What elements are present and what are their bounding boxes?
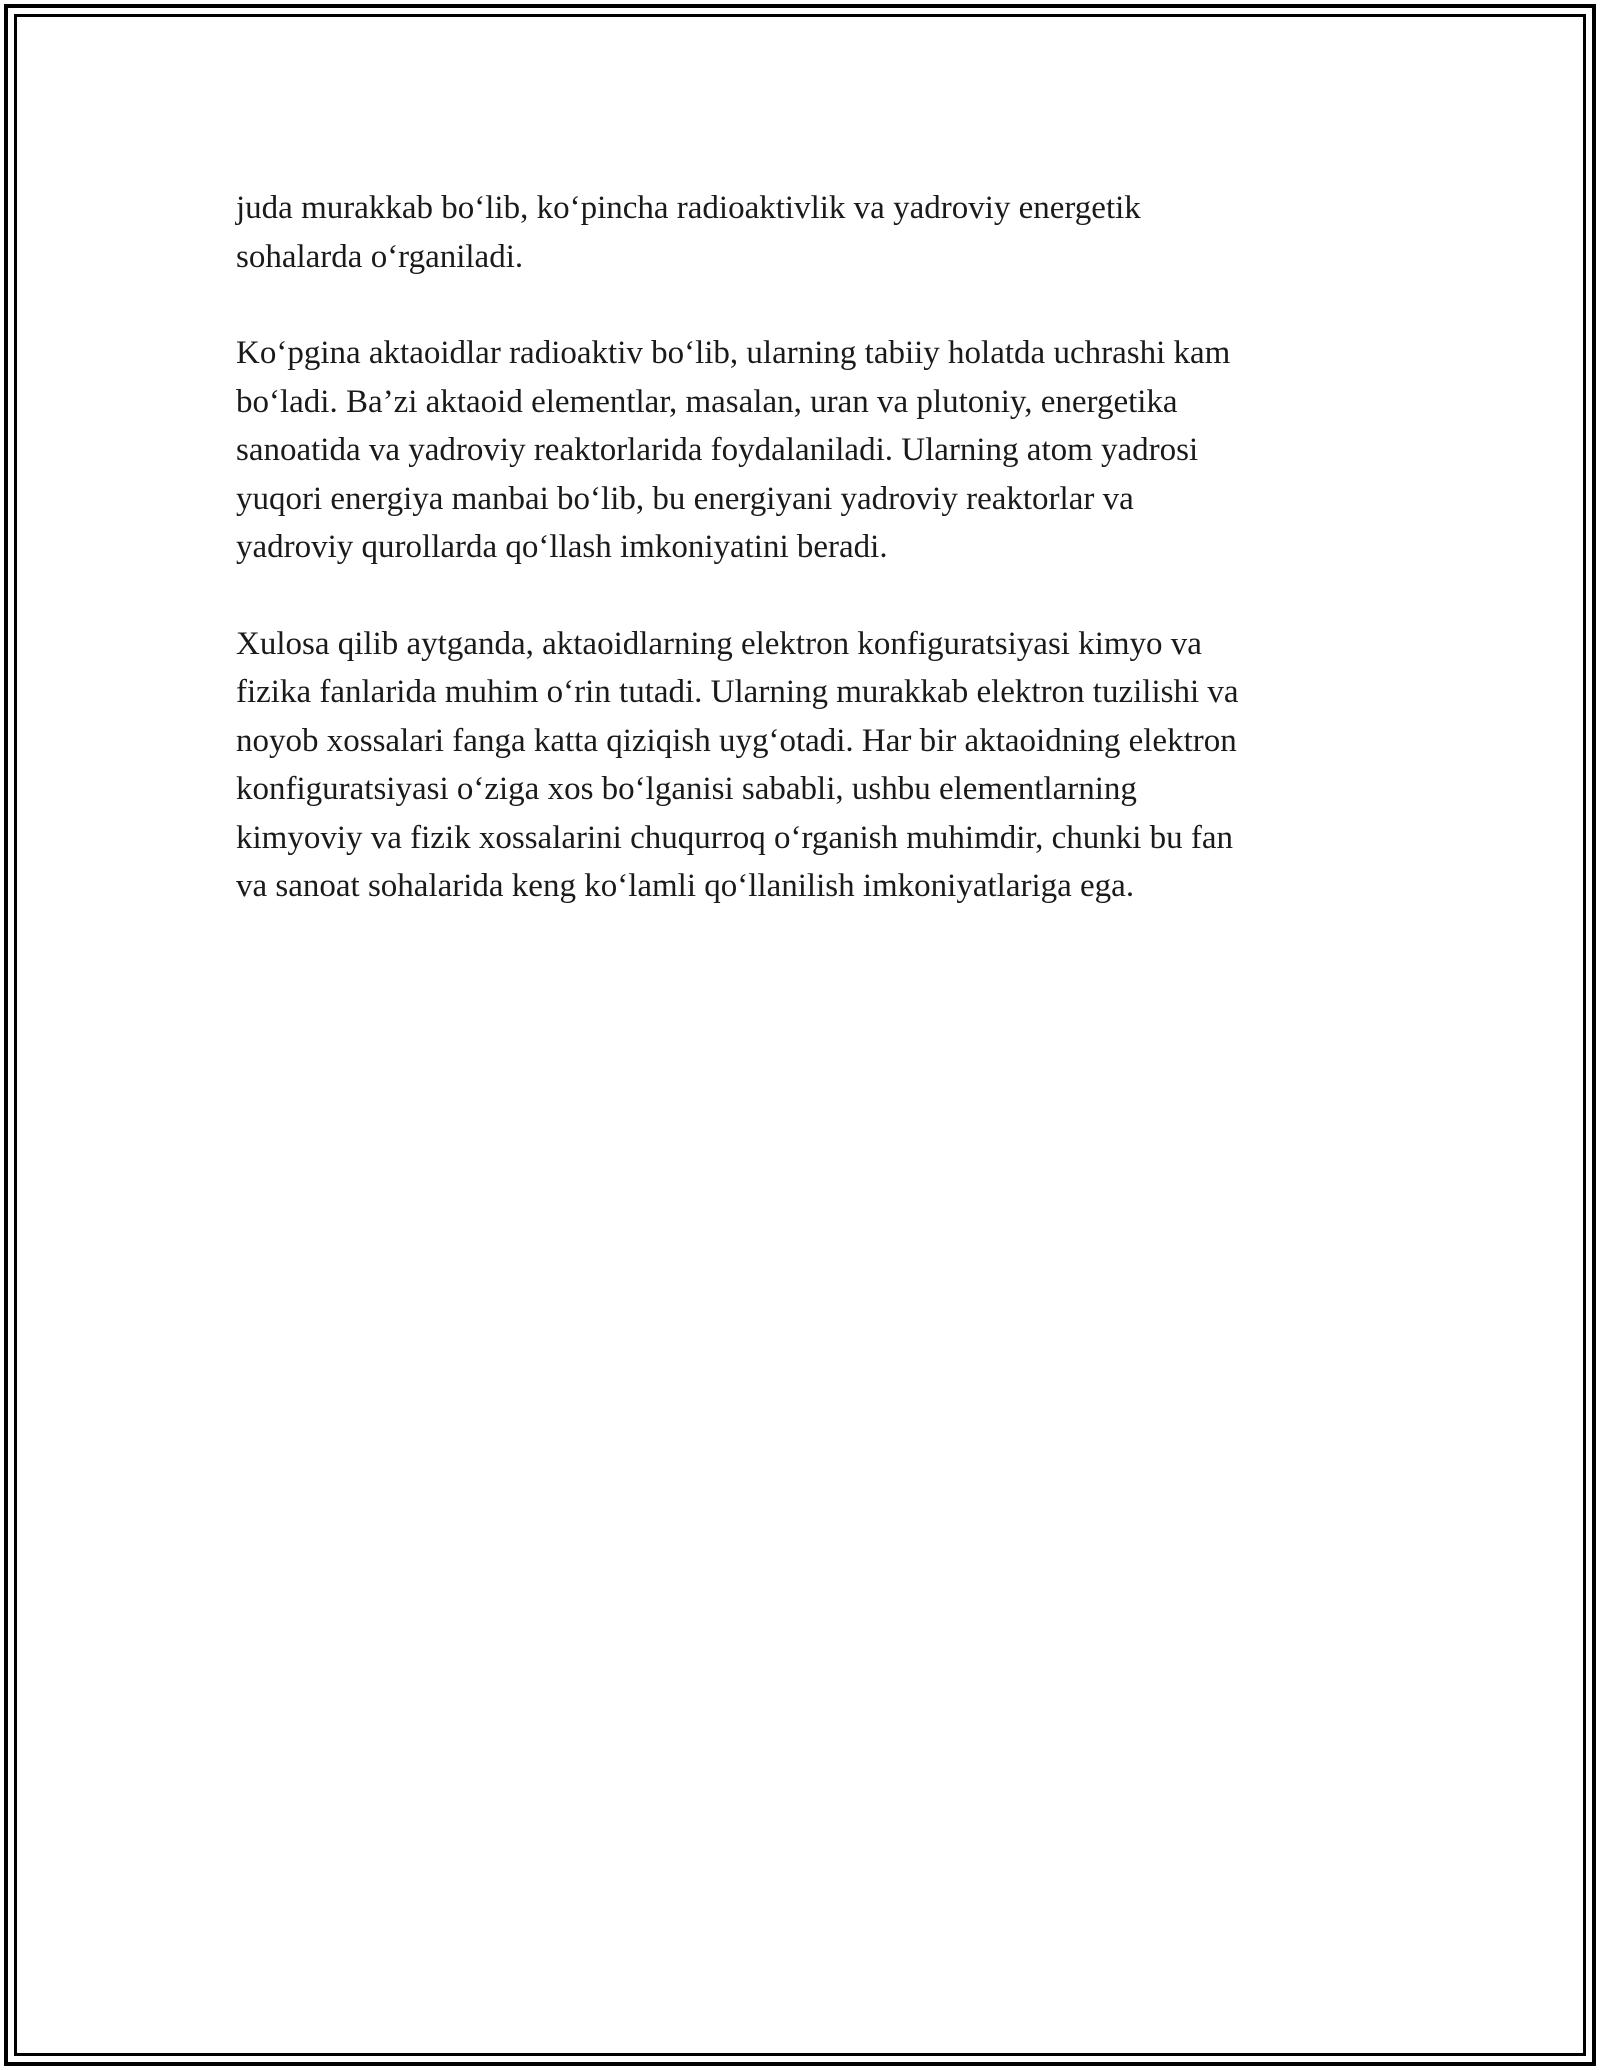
text-line: yadroviy qurollarda qo‘llash imkoniyatini beradi. xyxy=(236,529,888,565)
paragraph-2 xyxy=(236,329,1366,572)
text-line: bo‘ladi. Ba’zi aktaoid elementlar, masalan, uran va plutoniy, energetika xyxy=(236,383,1178,420)
text-line: yuqori energiya manbai bo‘lib, bu energiyani yadroviy reaktorlar va xyxy=(236,480,1134,517)
text-line: sohalarda o‘rganiladi. xyxy=(236,238,524,275)
document-body xyxy=(236,184,1366,959)
text-line: noyob xossalari fanga katta qiziqish uyg‘otadi. Har bir aktaoidning elektron xyxy=(236,722,1237,759)
text-line: kimyoviy va fizik xossalarini chuqurroq o‘rganish muhimdir, chunki bu fan xyxy=(236,819,1234,856)
text-line: Xulosa qilib aytganda, aktaoidlarning elektron konfiguratsiyasi kimyo va xyxy=(236,625,1202,662)
paragraph-3 xyxy=(236,620,1366,911)
text-line: Ko‘pgina aktaoidlar radioaktiv bo‘lib, ularning tabiiy holatda uchrashi kam xyxy=(236,335,1231,371)
paragraph-1 xyxy=(236,184,1366,281)
text-line: va sanoat sohalarida keng ko‘lamli qo‘llanilish imkoniyatlariga ega. xyxy=(236,868,1135,904)
text-line: fizika fanlarida muhim o‘rin tutadi. Ularning murakkab elektron tuzilishi va xyxy=(236,674,1239,710)
text-line: juda murakkab bo‘lib, ko‘pincha radioaktivlik va yadroviy energetik xyxy=(236,190,1141,226)
text-line: sanoatida va yadroviy reaktorlarida foydalaniladi. Ularning atom yadrosi xyxy=(236,432,1199,468)
text-line: konfiguratsiyasi o‘ziga xos bo‘lganisi sababli, ushbu elementlarning xyxy=(236,771,1137,807)
